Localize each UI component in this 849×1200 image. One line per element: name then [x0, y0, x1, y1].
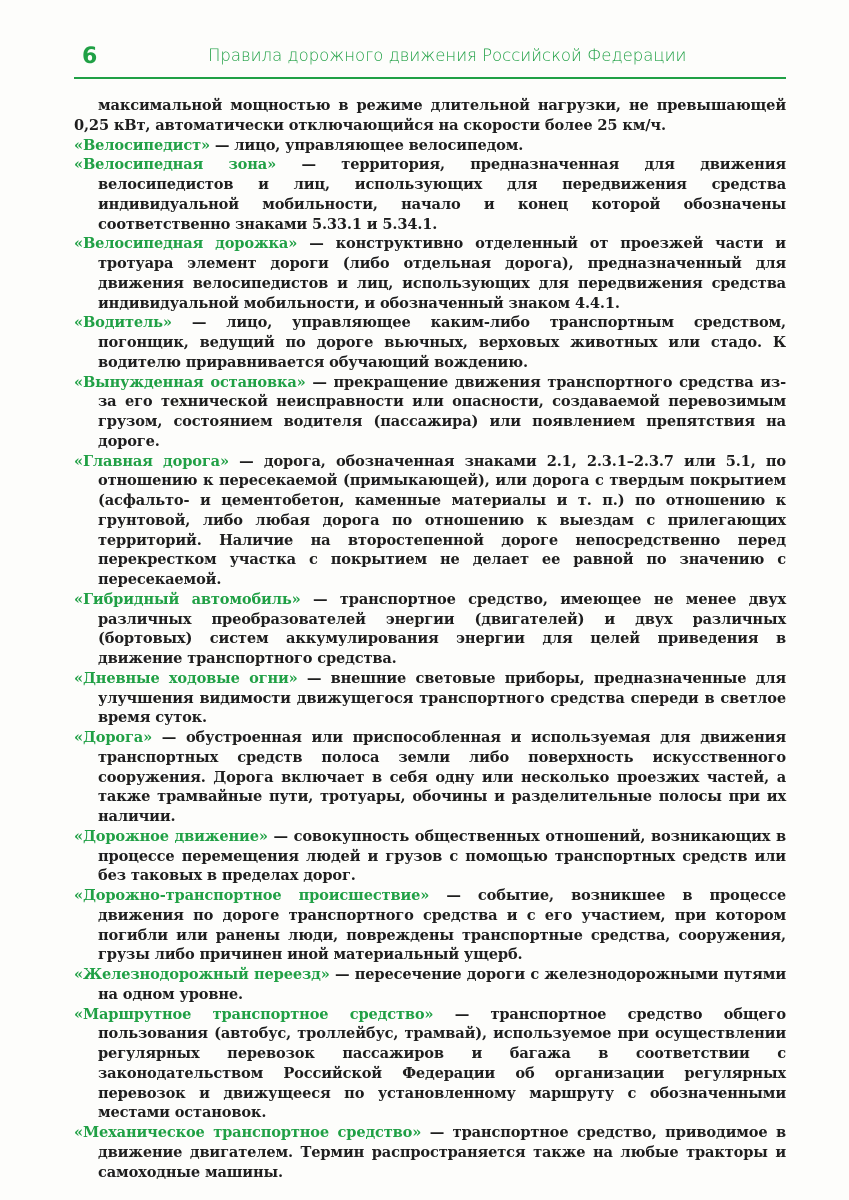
definition-term: «Дневные ходовые огни»: [74, 669, 298, 687]
definition-text: — совокупность общественных отношений, возникающих в процессе перемещения людей и грузов с помощью транспортных средств или без таковых в пределах дорог.: [98, 827, 786, 885]
definition-entry: [74, 965, 786, 1005]
page-body: [74, 96, 786, 1182]
definition-text: — территория, предназначенная для движения велосипедистов и лиц, использующих для передвижения средства индивидуальной мобильности, начало и конец которой обозначены соответственно знаками 5.33.1 и 5.34.1.: [98, 156, 786, 233]
definition-text: — обустроенная или приспособленная и используемая для движения транспортных средств полоса земли либо поверхность искусственного сооружения. Дорога включает в себя одну или несколько проезжих частей, а также трамвайные пути, тротуары, обочины и разделительные полосы при их наличии.: [98, 729, 786, 825]
definition-term: «Главная дорога»: [74, 452, 229, 470]
definition-entry: [74, 1005, 786, 1124]
definition-entry: [74, 1123, 786, 1182]
definition-entry: [74, 452, 786, 590]
definition-term: «Водитель»: [74, 314, 172, 332]
page-header: [74, 40, 786, 80]
definition-text: — дорога, обозначенная знаками 2.1, 2.3.1–2.3.7 или 5.1, по отношению к пересекаемой (примыкающей), или дорога с твердым покрытием (асфальто- и цементобетон, каменные материалы и т. п.) по отношению к грунтовой, либо любая дорога по отношению к выездам с прилегающих территорий. Наличие на второстепенной дороге непосредственно перед перекрестком участка с покрытием не делает ее равной по значению с пересекаемой.: [98, 452, 786, 588]
definition-text: — транспортное средство, приводимое в движение двигателем. Термин распространяется также на любые тракторы и самоходные машины.: [98, 1124, 786, 1181]
definition-text: — транспортное средство, имеющее не менее двух различных преобразователей энергии (двигателей) и двух различных (бортовых) систем аккумулирования энергии для целей приведения в движение транспортного средства.: [98, 590, 786, 667]
header-divider: [74, 77, 786, 79]
definition-text: — транспортное средство общего пользования (автобус, троллейбус, трамвай), используемое при осуществлении регулярных перевозок пассажиров и багажа в соответствии с законодательством Российской Федерации об организации регулярных перевозок и движущееся по установленному маршруту с обозначенными местами остановок.: [98, 1005, 786, 1122]
definition-term: «Велосипедная зона»: [74, 156, 277, 174]
definition-entry: [74, 590, 786, 669]
definitions-list: [74, 136, 786, 1183]
definition-term: «Вынужденная остановка»: [74, 373, 306, 391]
definition-term: «Дорожно-транспортное происшествие»: [74, 887, 430, 904]
page-number: 6: [82, 44, 98, 69]
definition-text: — внешние световые приборы, предназначенные для улучшения видимости движущегося транспортного средства спереди в светлое время суток.: [98, 669, 786, 727]
definition-entry: [74, 827, 786, 886]
definition-entry: [74, 313, 786, 372]
definition-text: — лицо, управляющее велосипедом.: [209, 136, 524, 154]
definition-term: «Дорожное движение»: [74, 827, 268, 845]
definition-term: «Железнодорожный переезд»: [74, 966, 330, 983]
definition-text: — конструктивно отделенный от проезжей части и тротуара элемент дороги (либо отдельная дорога), предназначенный для движения велосипедистов и лиц, использующих для передвижения средства индивидуальной мобильности, и обозначенный знаком 4.4.1.: [98, 235, 786, 312]
definition-entry: [74, 155, 786, 234]
definition-entry: [74, 234, 786, 313]
running-title: Правила дорожного движения Российской Федерации: [208, 46, 687, 65]
definition-term: «Механическое транспортное средство»: [74, 1124, 422, 1141]
definition-term: «Маршрутное транспортное средство»: [74, 1005, 434, 1023]
definition-text: — событие, возникшее в процессе движения по дороге транспортного средства и с его участием, при котором погибли или ранены люди, повреждены транспортные средства, сооружения, грузы либо причинен иной материальный ущерб.: [98, 887, 786, 964]
definition-text: — лицо, управляющее каким-либо транспортным средством, погонщик, ведущий по дороге вьючных, верховых животных или стадо. К водителю приравнивается обучающий вождению.: [98, 314, 786, 371]
definition-term: «Дорога»: [74, 729, 153, 746]
definition-term: «Велосипедист»: [74, 136, 210, 154]
definition-entry: [74, 136, 786, 156]
definition-text: — прекращение движения транспортного средства из-за его технической неисправности или опасности, создаваемой перевозимым грузом, состоянием водителя (пассажира) или появлением препятствия на дороге.: [98, 373, 786, 450]
definition-entry: [74, 373, 786, 452]
continued-paragraph: максимальной мощностью в режиме длительной нагрузки, не превышающей 0,25 кВт, автоматически отключающийся на скорости более 25 км/ч.: [74, 97, 786, 134]
definition-entry: [74, 886, 786, 965]
definition-text: — пересечение дороги с железнодорожными путями на одном уровне.: [98, 966, 786, 1003]
definition-entry: [74, 728, 786, 827]
definition-entry: [74, 669, 786, 728]
definition-term: «Гибридный автомобиль»: [74, 590, 301, 608]
definition-term: «Велосипедная дорожка»: [74, 235, 298, 253]
